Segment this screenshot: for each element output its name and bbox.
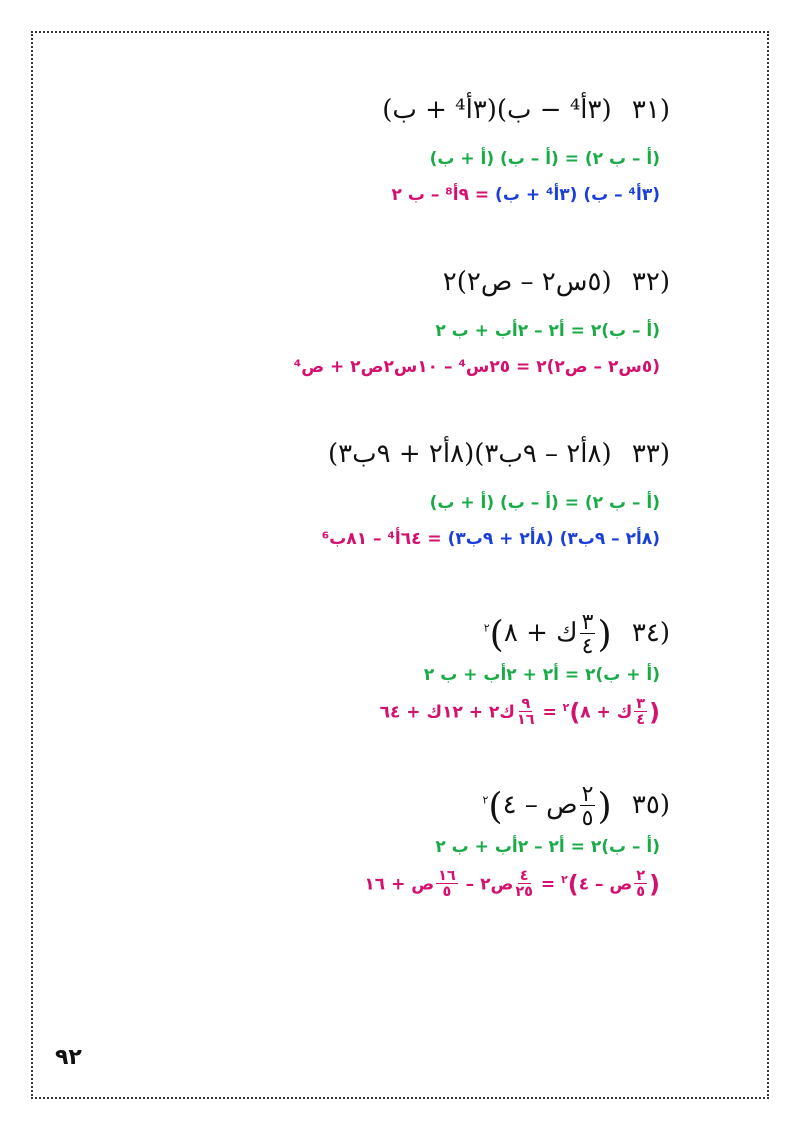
question-line: [382, 95, 670, 125]
fraction: [580, 609, 596, 660]
close-paren: ): [569, 698, 581, 727]
exponent: ٢: [561, 872, 568, 886]
numerator: ٩: [521, 696, 531, 712]
fraction: [634, 869, 647, 900]
exponent: ٢: [483, 621, 490, 635]
equals-sign: =: [536, 702, 557, 723]
problem-33: [60, 439, 670, 611]
question-line: [483, 609, 670, 660]
numerator: ٣: [636, 696, 646, 712]
open-paren: (: [597, 612, 612, 656]
denominator: ٤: [581, 633, 594, 660]
exponent: ٢: [562, 700, 570, 714]
fraction: [517, 697, 535, 728]
expression-rest: ص – ٤: [502, 790, 578, 821]
expression-rest: ك٢ + ١٢ك + ٦٤: [379, 702, 515, 723]
question-line: [482, 781, 671, 832]
fraction: [634, 697, 647, 728]
problem-number: (٣٢: [631, 267, 670, 297]
fraction: [580, 781, 596, 832]
exponent: ٢: [482, 793, 489, 807]
solution-line: [322, 529, 660, 549]
expression-rest: ص٢ –: [465, 874, 514, 895]
formula-line: (أ – ب)٢ = أ٢ – ٢أب + ب ٢: [435, 321, 660, 341]
denominator: ٥: [581, 805, 594, 832]
denominator: ١٦: [516, 712, 535, 729]
question-line: [443, 267, 670, 297]
close-paren: ): [489, 612, 504, 656]
solution-line: (٥س٢ – ص٢)٢ = ٢٥س⁴ – ١٠س٢ص٢ + ص⁴: [293, 357, 660, 377]
problem-number: (٣٣: [631, 439, 670, 469]
denominator: ٥: [636, 884, 646, 901]
problem-number: (٣٤: [631, 618, 670, 649]
problem-number: (٣٥: [631, 790, 670, 821]
formula-line: (أ – ب ٢) = (أ – ب) (أ + ب): [429, 149, 660, 169]
expression-rest: ك + ٨: [580, 702, 633, 723]
numerator: ١٦: [438, 868, 456, 884]
numerator: ٣: [581, 609, 594, 635]
problems-list: [60, 95, 670, 955]
problem-32: [60, 267, 670, 439]
close-paren: ): [488, 784, 503, 828]
question-expression: (٣أ⁴ − ب)(٣أ⁴ + ب): [382, 95, 612, 125]
numerator: ٢: [581, 781, 594, 807]
denominator: ٤: [636, 712, 646, 729]
question-line: [328, 439, 670, 469]
denominator: ٢٥: [515, 884, 533, 901]
open-paren: (: [649, 698, 660, 727]
problem-31: [60, 95, 670, 267]
fraction: [515, 869, 533, 900]
solution-line: [380, 697, 660, 728]
problem-34: [60, 611, 670, 783]
page-number: ٩٢: [55, 1045, 82, 1070]
expression-rest: ص – ٤: [578, 874, 633, 895]
solution-line: [364, 869, 660, 900]
problem-number: (٣١: [631, 95, 670, 125]
close-paren: ): [567, 870, 579, 899]
solution-rhs: = ٦٤أ⁴ – ٨١ب⁶: [321, 529, 442, 549]
numerator: ٤: [519, 868, 529, 884]
problem-35: [60, 783, 670, 955]
fraction: [436, 869, 458, 900]
formula-line: (أ – ب ٢) = (أ – ب) (أ + ب): [429, 493, 660, 513]
numerator: ٢: [636, 868, 646, 884]
solution-lhs: (٣أ⁴ – ب) (٣أ⁴ + ب): [495, 185, 660, 205]
open-paren: (: [597, 784, 612, 828]
expression-rest: ك + ٨: [503, 618, 578, 649]
question-expression: (٥س٢ – ص٢)٢: [442, 267, 612, 297]
solution-lhs: (٨أ٢ – ٩ب٣) (٨أ٢ + ٩ب٣): [447, 529, 660, 549]
solution-rhs: = ٩أ⁸ – ب ٢: [391, 185, 490, 205]
equals-sign: =: [534, 874, 556, 895]
denominator: ٥: [442, 884, 452, 901]
formula-line: (أ – ب)٢ = أ٢ – ٢أب + ب ٢: [435, 837, 660, 857]
question-expression: (٨أ٢ – ٩ب٣)(٨أ٢ + ٩ب٣): [327, 439, 612, 469]
open-paren: (: [649, 870, 660, 899]
formula-line: (أ + ب)٢ = أ٢ + ٢أب + ب ٢: [423, 665, 660, 685]
expression-rest: ص + ١٦: [364, 874, 435, 895]
solution-line: [392, 185, 660, 205]
